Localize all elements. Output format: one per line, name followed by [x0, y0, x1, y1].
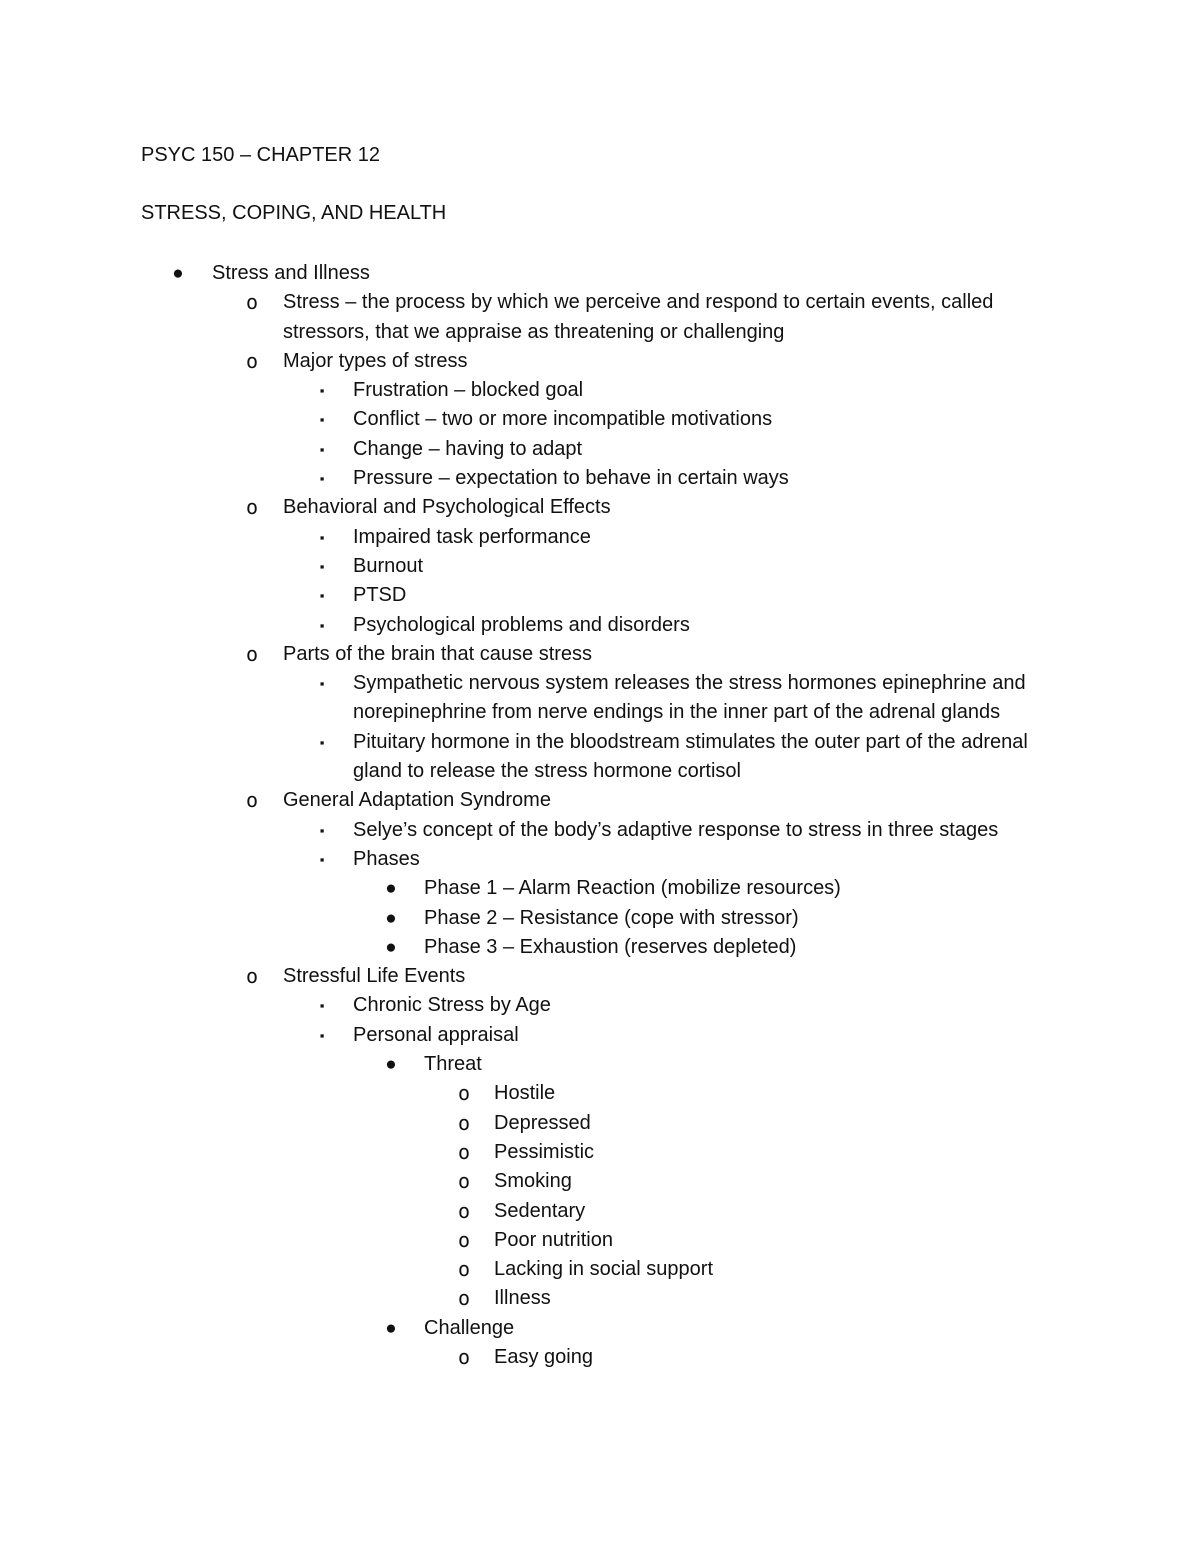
list-item	[0, 962, 1073, 991]
list-item-label: Pituitary hormone in the bloodstream stimulates the outer part of the adrenal gland to release the stress hormone cortisol	[353, 730, 1028, 783]
list-item	[0, 493, 1073, 522]
bullet-circle-icon: o	[245, 788, 259, 813]
list-item	[0, 1167, 1074, 1196]
list-item	[0, 1284, 1074, 1313]
list-item	[0, 523, 1073, 552]
list-item	[0, 435, 1073, 464]
bullet-square-icon: ▪	[319, 676, 325, 692]
bullet-circle-icon: o	[457, 1344, 471, 1369]
list-item	[0, 1343, 1074, 1372]
bullet-square-icon: ▪	[319, 822, 325, 838]
section-heading-text: Stress and Illness	[212, 262, 370, 284]
course-title: PSYC 150 – CHAPTER 12	[141, 144, 380, 166]
list-item-label: General Adaptation Syndrome	[283, 789, 551, 812]
list-item-label: Impaired task performance	[353, 525, 591, 548]
list-item	[0, 991, 1073, 1020]
bullet-circle-icon: o	[245, 641, 259, 666]
bullet-disc-icon: ●	[385, 936, 397, 958]
list-item	[0, 816, 1073, 845]
chapter-title: STRESS, COPING, AND HEALTH	[141, 202, 447, 224]
bullet-square-icon: ▪	[319, 1027, 325, 1043]
list-item-label: Selye’s concept of the body’s adaptive response to stress in three stages	[353, 818, 999, 841]
bullet-disc-icon: ●	[172, 263, 184, 284]
list-item	[0, 405, 1073, 434]
bullet-circle-icon: o	[457, 1169, 471, 1194]
bullet-square-icon: ▪	[319, 588, 325, 604]
list-item	[0, 552, 1073, 581]
list-item	[0, 376, 1073, 405]
list-item-label: Phase 1 – Alarm Reaction (mobilize resources)	[424, 877, 841, 900]
bullet-square-icon: ▪	[319, 734, 325, 750]
list-item-label: Smoking	[494, 1170, 572, 1193]
bullet-circle-icon: o	[457, 1139, 471, 1164]
list-item	[0, 933, 1074, 962]
bullet-disc-icon: ●	[385, 1317, 397, 1339]
list-item-label: Parts of the brain that cause stress	[283, 642, 593, 665]
list-item-label: Pressure – expectation to behave in certain ways	[353, 467, 789, 490]
list-item-label: Hostile	[494, 1082, 556, 1105]
list-item	[0, 904, 1074, 933]
list-item	[0, 874, 1074, 903]
bullet-square-icon: ▪	[319, 851, 325, 867]
list-item	[0, 669, 1073, 728]
list-item-label: Major types of stress	[283, 349, 468, 372]
list-item-label: Frustration – blocked goal	[353, 379, 584, 402]
list-item-label: Poor nutrition	[494, 1228, 613, 1251]
outline	[0, 259, 1200, 1372]
bullet-square-icon: ▪	[319, 441, 325, 457]
list-item-label: Illness	[494, 1287, 551, 1310]
list-item-label: Behavioral and Psychological Effects	[283, 496, 611, 519]
list-item-label: Easy going	[494, 1345, 593, 1368]
list-item	[0, 1226, 1074, 1255]
list-item	[0, 786, 1073, 815]
section-heading	[0, 259, 1072, 288]
list-item-label: Threat	[424, 1053, 482, 1076]
bullet-circle-icon: o	[457, 1227, 471, 1252]
bullet-square-icon: ▪	[319, 412, 325, 428]
bullet-circle-icon: o	[457, 1286, 471, 1311]
list-item	[0, 347, 1073, 376]
list-item-label: Phases	[353, 847, 420, 870]
list-item-label: Pessimistic	[494, 1140, 595, 1163]
bullet-square-icon: ▪	[319, 383, 325, 399]
bullet-circle-icon: o	[245, 348, 259, 373]
list-item	[0, 1314, 1074, 1343]
list-item	[0, 1138, 1074, 1167]
list-item-label: Burnout	[353, 554, 424, 577]
bullet-disc-icon: ●	[385, 1054, 397, 1076]
list-item-label: Personal appraisal	[353, 1023, 519, 1046]
list-item-label: Conflict – two or more incompatible motivations	[353, 408, 773, 431]
list-item	[0, 464, 1073, 493]
list-item-label: Psychological problems and disorders	[353, 613, 690, 636]
stress-definition: Stress – the process by which we perceive and respond to certain events, called stressors, that we appraise as threatening or challenging	[283, 291, 994, 343]
bullet-disc-icon: ●	[385, 907, 397, 929]
list-item-label: Chronic Stress by Age	[353, 994, 551, 1017]
list-item	[0, 581, 1073, 610]
list-item	[0, 845, 1073, 874]
bullet-square-icon: ▪	[319, 529, 325, 545]
list-item	[0, 1079, 1074, 1108]
bullet-disc-icon: ●	[385, 878, 397, 900]
bullet-square-icon: ▪	[319, 998, 325, 1014]
bullet-circle-icon: o	[245, 495, 259, 520]
list-item	[0, 728, 1073, 787]
bullet-circle-icon: o	[245, 290, 259, 315]
list-item	[0, 288, 1073, 347]
list-item-label: Phase 3 – Exhaustion (reserves depleted)	[424, 935, 797, 958]
bullet-circle-icon: o	[457, 1110, 471, 1135]
list-item-label: Sympathetic nervous system releases the stress hormones epinephrine and norepinephrine from nerve endings in the inner part of the adrenal glands	[353, 672, 1026, 724]
list-item-label: Change – having to adapt	[353, 437, 583, 460]
list-item-label: Challenge	[424, 1316, 515, 1339]
bullet-circle-icon: o	[457, 1198, 471, 1223]
list-item-label: Lacking in social support	[494, 1258, 714, 1281]
list-item	[0, 1021, 1073, 1050]
list-item-label: Sedentary	[494, 1199, 586, 1222]
list-item	[0, 640, 1073, 669]
bullet-circle-icon: o	[457, 1081, 471, 1106]
list-item	[0, 1050, 1074, 1079]
list-item	[0, 1197, 1074, 1226]
bullet-circle-icon: o	[245, 964, 259, 989]
bullet-circle-icon: o	[457, 1257, 471, 1282]
bullet-square-icon: ▪	[319, 558, 325, 574]
list-item-label: Stressful Life Events	[283, 965, 466, 988]
list-item-label: PTSD	[353, 584, 407, 607]
list-item	[0, 611, 1073, 640]
bullet-square-icon: ▪	[319, 471, 325, 487]
list-item-label: Depressed	[494, 1111, 591, 1134]
list-item	[0, 1255, 1074, 1284]
list-item-label: Phase 2 – Resistance (cope with stressor)	[424, 906, 799, 929]
list-item	[0, 1109, 1074, 1138]
bullet-square-icon: ▪	[319, 617, 325, 633]
